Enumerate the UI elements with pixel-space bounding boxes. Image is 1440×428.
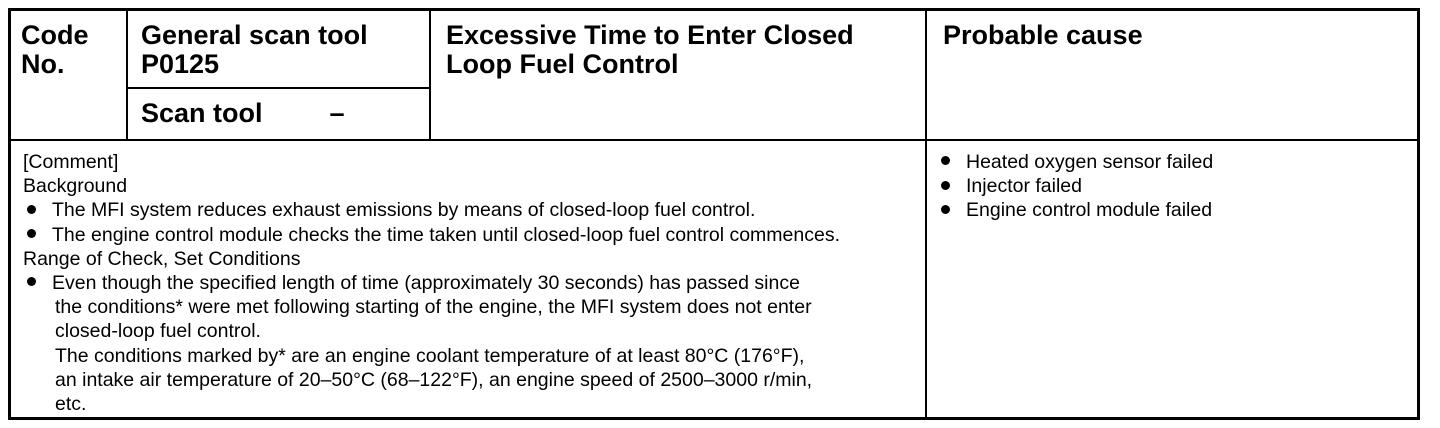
general-scan-tool-cell	[141, 21, 368, 79]
number-label: No.	[21, 49, 65, 79]
bullet-continuation: the conditions* were met following starting of the engine, the MFI system does not enter	[55, 296, 812, 319]
scan-tool-cell	[141, 99, 345, 128]
bullet-icon	[27, 205, 36, 214]
cause-item	[941, 150, 1213, 174]
probable-cause-heading: Probable cause	[943, 20, 1143, 50]
background-heading: Background	[23, 175, 128, 198]
background-bullet	[23, 198, 840, 222]
cause-item	[941, 174, 1213, 198]
general-scan-tool-label: General scan tool	[141, 20, 368, 50]
column-divider	[925, 11, 927, 139]
column-divider	[429, 11, 431, 139]
scan-tool-label: Scan tool	[141, 98, 263, 128]
bullet-icon	[941, 156, 950, 165]
bullet-text: The engine control module checks the time taken until closed-loop fuel control commences.	[52, 223, 840, 246]
note-line: an intake air temperature of 20–50°C (68–122°F), an engine speed of 2500–3000 r/min,	[55, 368, 813, 391]
probable-cause-list	[941, 150, 1213, 223]
bullet-icon	[941, 181, 950, 190]
bullet-text: Even though the specified length of time (approximately 30 seconds) has passed since	[52, 272, 800, 295]
general-scan-tool-code: P0125	[141, 49, 220, 79]
range-bullet	[23, 271, 840, 295]
scan-tool-value: –	[329, 98, 345, 128]
bullet-icon	[941, 205, 950, 214]
comment-section	[23, 150, 840, 416]
bullet-text: The MFI system reduces exhaust emissions by means of closed-loop fuel control.	[52, 199, 756, 222]
code-label: Code	[21, 20, 89, 50]
column-divider	[925, 139, 927, 417]
cause-item	[941, 198, 1213, 222]
description-line: Excessive Time to Enter Closed	[446, 20, 854, 50]
background-bullet	[23, 223, 840, 247]
code-number-label	[21, 21, 89, 79]
bullet-icon	[27, 277, 36, 286]
cause-text: Injector failed	[966, 175, 1082, 198]
bullet-icon	[27, 229, 36, 238]
column-divider	[126, 11, 128, 139]
cause-text: Heated oxygen sensor failed	[966, 151, 1214, 173]
code-table	[8, 8, 1420, 420]
code-description	[446, 21, 854, 79]
cause-text: Engine control module failed	[966, 199, 1213, 222]
range-heading: Range of Check, Set Conditions	[23, 247, 301, 270]
row-divider	[126, 87, 430, 89]
note-line: The conditions marked by* are an engine coolant temperature of at least 80°C (176°F),	[55, 344, 805, 367]
table-header	[11, 11, 1417, 141]
comment-heading: [Comment]	[23, 151, 119, 173]
note-line: etc.	[55, 393, 87, 416]
bullet-continuation: closed-loop fuel control.	[55, 320, 261, 343]
description-line: Loop Fuel Control	[446, 49, 679, 79]
